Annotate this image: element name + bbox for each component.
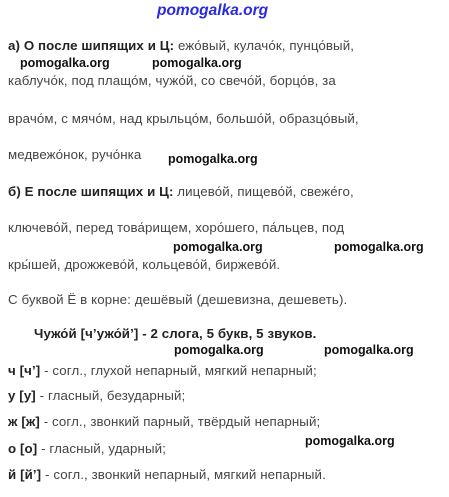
section-a-line-2: каблучо́к, под плащо́м, чужо́й, со свечо́й, борцо́в, за bbox=[8, 73, 336, 88]
phonetic-desc: - гласный, ударный; bbox=[37, 441, 166, 456]
phonetic-letter: о [о] bbox=[8, 441, 38, 456]
watermark: pomogalka.org bbox=[152, 56, 242, 70]
section-b-line-2: ключево́й, перед това́рищем, хоро́шего, па́льцев, под bbox=[8, 220, 345, 235]
watermark: pomogalka.org bbox=[305, 434, 395, 448]
section-b-title: б) Е после шипящих и Ц: bbox=[8, 184, 174, 199]
section-b-line-3: кры́шей, дрожжево́й, кольцево́й, биржево́й. bbox=[8, 257, 281, 272]
watermark: pomogalka.org bbox=[334, 240, 424, 254]
section-a bbox=[8, 38, 354, 53]
watermark: pomogalka.org bbox=[168, 152, 258, 166]
phonetic-row bbox=[8, 441, 166, 456]
watermark: pomogalka.org bbox=[174, 343, 264, 357]
watermark: pomogalka.org bbox=[173, 240, 263, 254]
phonetic-row bbox=[8, 467, 326, 482]
phonetic-letter: ч [ч’] bbox=[8, 363, 41, 378]
section-b bbox=[8, 184, 354, 199]
phonetic-letter: у [у] bbox=[8, 388, 36, 403]
watermark-top: pomogalka.org bbox=[157, 2, 269, 19]
phonetic-header: Чужо́й [ч’ужо́й’] - 2 слога, 5 букв, 5 звуков. bbox=[34, 326, 317, 341]
phonetic-row bbox=[8, 388, 185, 403]
section-a-line-4: медвежо́нок, ручо́нка bbox=[8, 147, 142, 162]
phonetic-letter: й [й’] bbox=[8, 467, 42, 482]
watermark: pomogalka.org bbox=[20, 56, 110, 70]
phonetic-row bbox=[8, 414, 320, 429]
phonetic-row bbox=[8, 363, 317, 378]
root-e-line: С буквой Ё в корне: дешёвый (дешевизна, дешеветь). bbox=[8, 292, 348, 307]
watermark: pomogalka.org bbox=[324, 343, 414, 357]
phonetic-desc: - согл., глухой непарный, мягкий непарный; bbox=[40, 363, 317, 378]
section-a-line-1: ежо́вый, кулачо́к, пунцо́вый, bbox=[177, 38, 355, 53]
phonetic-desc: - согл., звонкий парный, твёрдый непарный; bbox=[39, 414, 321, 429]
section-b-line-1: лицево́й, пищево́й, свеже́го, bbox=[177, 184, 354, 199]
phonetic-desc: - согл., звонкий непарный, мягкий непарный. bbox=[41, 467, 326, 482]
section-a-title: а) О после шипящих и Ц: bbox=[8, 38, 175, 53]
section-a-line-3: врачо́м, с мячо́м, над крыльцо́м, большо́й, образцо́вый, bbox=[8, 111, 359, 126]
phonetic-desc: - гласный, безударный; bbox=[35, 388, 186, 403]
phonetic-letter: ж [ж] bbox=[8, 414, 40, 429]
